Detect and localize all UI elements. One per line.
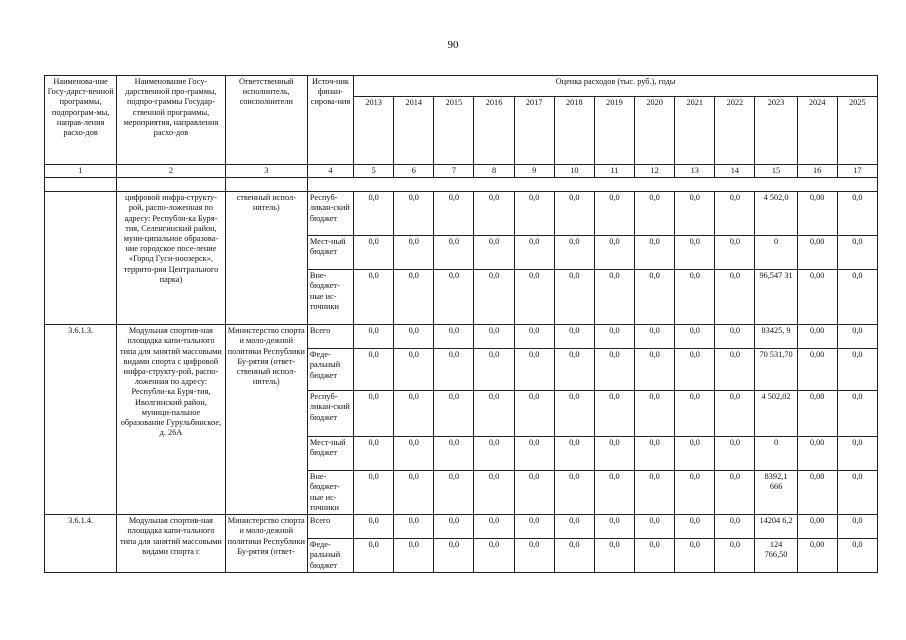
column-number: 8 <box>474 165 514 178</box>
cost-value: 0,0 <box>434 192 474 236</box>
column-number: 7 <box>434 165 474 178</box>
cost-value: 0,0 <box>554 349 594 391</box>
cost-value: 0,0 <box>514 515 554 539</box>
cost-value: 0,0 <box>394 471 434 515</box>
cost-value: 0,0 <box>635 349 675 391</box>
cost-value: 0,0 <box>394 192 434 236</box>
cost-value: 0,0 <box>554 236 594 270</box>
cost-value: 0,0 <box>434 437 474 471</box>
header-funding-source: Источ-ник финан-сирова-ния <box>307 76 353 165</box>
cost-value: 0 <box>755 437 797 471</box>
cost-value: 0,0 <box>635 391 675 437</box>
column-number: 4 <box>307 165 353 178</box>
cost-value: 0,0 <box>554 539 594 573</box>
cost-value: 0,0 <box>837 192 877 236</box>
cost-value: 0,0 <box>594 192 634 236</box>
cost-value: 0,0 <box>514 270 554 325</box>
column-number: 17 <box>837 165 877 178</box>
cost-value: 4 502,0 <box>755 192 797 236</box>
header-year: 2019 <box>594 97 634 165</box>
cost-value: 0,0 <box>474 270 514 325</box>
row-executor: ственный испол-нитель) <box>225 192 307 325</box>
cost-value: 0,0 <box>474 325 514 349</box>
cost-value: 0,0 <box>675 391 715 437</box>
row-code: 3.6.1.3. <box>45 325 117 515</box>
header-year: 2014 <box>394 97 434 165</box>
column-number: 11 <box>594 165 634 178</box>
cost-value: 0,00 <box>797 391 837 437</box>
cost-value: 0,0 <box>635 270 675 325</box>
cost-value: 0,0 <box>635 539 675 573</box>
cost-value: 0,0 <box>715 471 755 515</box>
cost-value: 0,0 <box>514 192 554 236</box>
cost-value: 0,0 <box>715 539 755 573</box>
cost-value: 0,0 <box>675 192 715 236</box>
cost-value: 0,0 <box>354 236 394 270</box>
cost-value: 0,0 <box>394 325 434 349</box>
cost-value: 0,0 <box>675 349 715 391</box>
cost-value: 70 531,70 <box>755 349 797 391</box>
header-program-name: Наименова-ние Госу-дарст-венной программы, подпрограм-мы, направ-ления расхо-дов <box>45 76 117 165</box>
cost-value: 0,0 <box>594 471 634 515</box>
cost-value: 0,0 <box>354 471 394 515</box>
column-number: 3 <box>225 165 307 178</box>
column-number: 9 <box>514 165 554 178</box>
cost-value: 0,0 <box>715 515 755 539</box>
cost-value: 0,0 <box>715 192 755 236</box>
header-year: 2016 <box>474 97 514 165</box>
header-activity-name: Наименование Госу-дарственной про-граммы, подпро-граммы Государ-ственной программы, мероприятия, направления расхо-дов <box>117 76 225 165</box>
cost-value: 0,0 <box>434 270 474 325</box>
column-number: 12 <box>635 165 675 178</box>
row-code <box>45 192 117 325</box>
cost-value: 0,0 <box>635 325 675 349</box>
cost-value: 0,0 <box>715 270 755 325</box>
cost-value: 0,0 <box>474 539 514 573</box>
row-activity-name: цифровой инфра-структу-рой, распо-ложенная по адресу: Республи-ка Буря-тия, Селенгинский район, муни-ципальное образова-ние городское посе-ление «Город Гуси-ноозерск», террито-рия Центрального парка) <box>117 192 225 325</box>
column-number: 2 <box>117 165 225 178</box>
cost-value: 0,0 <box>554 192 594 236</box>
separator-cell <box>117 178 225 192</box>
cost-value: 0,0 <box>514 437 554 471</box>
cost-value: 0,0 <box>715 325 755 349</box>
page-number: 90 <box>447 39 459 51</box>
cost-value: 0,0 <box>594 539 634 573</box>
cost-value: 0,00 <box>797 325 837 349</box>
cost-value: 0,0 <box>354 391 394 437</box>
cost-value: 0,0 <box>675 437 715 471</box>
cost-value: 0,0 <box>675 270 715 325</box>
column-number: 1 <box>45 165 117 178</box>
cost-value: 0,00 <box>797 236 837 270</box>
cost-value: 83425, 9 <box>755 325 797 349</box>
budget-table <box>44 75 878 573</box>
cost-value: 0,0 <box>675 236 715 270</box>
cost-value: 0,0 <box>715 391 755 437</box>
header-year: 2020 <box>635 97 675 165</box>
cost-value: 0,0 <box>474 471 514 515</box>
cost-value: 0,0 <box>837 471 877 515</box>
cost-value: 0,0 <box>675 325 715 349</box>
cost-value: 8392,1 666 <box>755 471 797 515</box>
cost-value: 0,0 <box>354 270 394 325</box>
funding-source: Феде-ральный бюджет <box>307 539 353 573</box>
header-year: 2025 <box>837 97 877 165</box>
cost-value: 124 766,50 <box>755 539 797 573</box>
cost-value: 0,0 <box>434 515 474 539</box>
cost-value: 0,0 <box>837 437 877 471</box>
cost-value: 0,0 <box>594 325 634 349</box>
separator-cell <box>307 178 877 192</box>
cost-value: 0,0 <box>594 349 634 391</box>
cost-value: 0,0 <box>474 437 514 471</box>
funding-source: Вне-бюджет-ные ис-точники <box>307 270 353 325</box>
cost-value: 0,0 <box>837 349 877 391</box>
cost-value: 0,0 <box>394 236 434 270</box>
cost-value: 0,0 <box>434 391 474 437</box>
cost-value: 0,0 <box>635 236 675 270</box>
table-row <box>45 325 878 349</box>
funding-source: Респуб-ликан-ский бюджет <box>307 391 353 437</box>
cost-value: 0,00 <box>797 539 837 573</box>
cost-value: 0,0 <box>837 236 877 270</box>
table-row <box>45 192 878 236</box>
column-number: 5 <box>354 165 394 178</box>
cost-value: 0,0 <box>594 236 634 270</box>
cost-value: 0,0 <box>554 270 594 325</box>
cost-value: 0,00 <box>797 437 837 471</box>
cost-value: 0,0 <box>514 349 554 391</box>
cost-value: 0,00 <box>797 270 837 325</box>
cost-value: 0,0 <box>474 349 514 391</box>
cost-value: 0,0 <box>837 270 877 325</box>
cost-value: 0,0 <box>354 349 394 391</box>
cost-value: 0,0 <box>394 539 434 573</box>
funding-source: Мест-ный бюджет <box>307 437 353 471</box>
cost-value: 0,0 <box>434 236 474 270</box>
cost-value: 0,0 <box>514 391 554 437</box>
cost-value: 0,0 <box>354 539 394 573</box>
column-number: 10 <box>554 165 594 178</box>
funding-source: Всего <box>307 325 353 349</box>
cost-value: 0,0 <box>434 471 474 515</box>
cost-value: 0,0 <box>675 471 715 515</box>
row-executor: Министерство спорта и моло-дежной политики Республики Бу-рятия (ответ- <box>225 515 307 573</box>
cost-value: 0,0 <box>514 471 554 515</box>
column-number: 14 <box>715 165 755 178</box>
header-year: 2021 <box>675 97 715 165</box>
cost-value: 0,0 <box>675 539 715 573</box>
cost-value: 0,0 <box>394 349 434 391</box>
cost-value: 0,0 <box>514 539 554 573</box>
funding-source: Респуб-ликан-ский бюджет <box>307 192 353 236</box>
row-activity-name: Модульная спортив-ная площадка капи-тального типа для занятий массовыми видами спорта с цифровой инфра-структу-рой, распо-ложенная по адресу: Республи-ка Буря-тия, Иволгинский район, муници-пальное образование Гурульбинское, д. 26А <box>117 325 225 515</box>
cost-value: 4 502,02 <box>755 391 797 437</box>
cost-value: 0,0 <box>594 437 634 471</box>
header-year: 2024 <box>797 97 837 165</box>
cost-value: 0,0 <box>394 391 434 437</box>
cost-value: 0,0 <box>474 515 514 539</box>
cost-value: 0,0 <box>594 270 634 325</box>
cost-value: 0,0 <box>394 437 434 471</box>
cost-value: 0,0 <box>554 471 594 515</box>
cost-value: 0,0 <box>394 270 434 325</box>
cost-value: 14204 6,2 <box>755 515 797 539</box>
cost-value: 0,00 <box>797 515 837 539</box>
separator-cell <box>225 178 307 192</box>
column-number: 15 <box>755 165 797 178</box>
cost-value: 0,0 <box>434 349 474 391</box>
cost-value: 0,0 <box>635 192 675 236</box>
cost-value: 0 <box>755 236 797 270</box>
cost-value: 0,0 <box>635 437 675 471</box>
cost-value: 0,00 <box>797 471 837 515</box>
cost-value: 0,0 <box>837 539 877 573</box>
row-activity-name: Модульная спортив-ная площадка капи-тального типа для занятий массовыми видами спорта с <box>117 515 225 573</box>
cost-value: 0,0 <box>474 236 514 270</box>
cost-value: 0,0 <box>474 391 514 437</box>
header-year: 2013 <box>354 97 394 165</box>
cost-value: 0,0 <box>554 391 594 437</box>
column-number: 13 <box>675 165 715 178</box>
cost-value: 0,0 <box>354 325 394 349</box>
cost-value: 0,0 <box>594 391 634 437</box>
header-year: 2023 <box>755 97 797 165</box>
funding-source: Феде-ральный бюджет <box>307 349 353 391</box>
header-executor: Ответственный исполнитель, соисполнители <box>225 76 307 165</box>
cost-value: 0,0 <box>675 515 715 539</box>
cost-value: 0,0 <box>554 437 594 471</box>
cost-value: 0,0 <box>434 325 474 349</box>
column-number: 16 <box>797 165 837 178</box>
cost-value: 0,0 <box>715 437 755 471</box>
cost-value: 0,0 <box>715 349 755 391</box>
cost-value: 0,0 <box>474 192 514 236</box>
cost-value: 0,0 <box>514 236 554 270</box>
cost-value: 0,0 <box>514 325 554 349</box>
cost-value: 0,0 <box>554 515 594 539</box>
cost-value: 0,0 <box>394 515 434 539</box>
header-cost-estimate: Оценка расходов (тыс. руб.), годы <box>354 76 878 97</box>
cost-value: 0,0 <box>837 515 877 539</box>
cost-value: 0,00 <box>797 349 837 391</box>
header-year: 2022 <box>715 97 755 165</box>
cost-value: 0,0 <box>635 515 675 539</box>
funding-source: Вне-бюджет-ные ис-точники <box>307 471 353 515</box>
column-number: 6 <box>394 165 434 178</box>
header-year: 2015 <box>434 97 474 165</box>
row-code: 3.6.1.4. <box>45 515 117 573</box>
cost-value: 0,0 <box>354 515 394 539</box>
funding-source: Мест-ный бюджет <box>307 236 353 270</box>
cost-value: 0,0 <box>837 325 877 349</box>
cost-value: 0,0 <box>554 325 594 349</box>
separator-cell <box>45 178 117 192</box>
funding-source: Всего <box>307 515 353 539</box>
header-year: 2018 <box>554 97 594 165</box>
cost-value: 0,0 <box>635 471 675 515</box>
cost-value: 0,00 <box>797 192 837 236</box>
cost-value: 0,0 <box>594 515 634 539</box>
row-executor: Министерство спорта и моло-дежной политики Республики Бу-рятия (ответ-ственный испол-нитель) <box>225 325 307 515</box>
cost-value: 96,547 31 <box>755 270 797 325</box>
cost-value: 0,0 <box>434 539 474 573</box>
cost-value: 0,0 <box>354 192 394 236</box>
cost-value: 0,0 <box>715 236 755 270</box>
cost-value: 0,0 <box>354 437 394 471</box>
header-year: 2017 <box>514 97 554 165</box>
cost-value: 0,0 <box>837 391 877 437</box>
table-row <box>45 515 878 539</box>
